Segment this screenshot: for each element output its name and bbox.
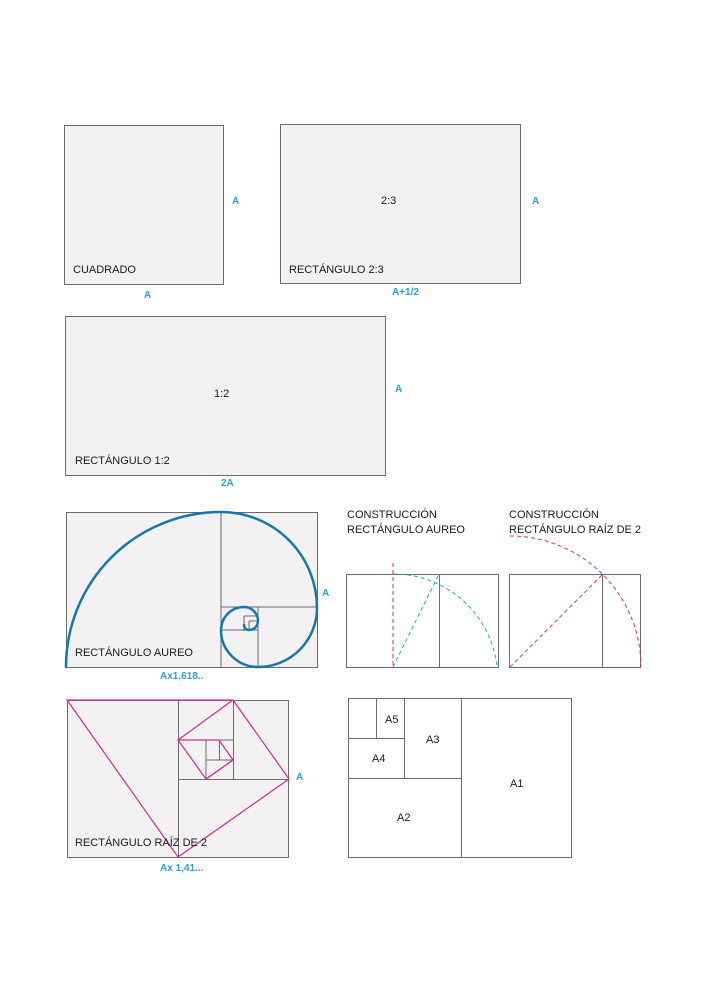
cuadrado-bottom-label: A — [144, 290, 152, 301]
construccion-aureo-diagonal — [393, 574, 439, 667]
a-series-a1: A1 — [510, 778, 524, 790]
a-series-a5: A5 — [385, 714, 399, 726]
rect23-title: RECTÁNGULO 2:3 — [289, 264, 384, 276]
construccion-raiz-line2: RECTÁNGULO RAÍZ DE 2 — [509, 524, 642, 536]
rect12-ratio: 1:2 — [214, 388, 230, 400]
rect23-side-label: A — [532, 196, 540, 207]
cuadrado-title: CUADRADO — [73, 264, 136, 276]
construccion-aureo-arc — [393, 574, 497, 667]
aureo-bottom-label: Ax1,618.. — [160, 671, 204, 682]
rect23-ratio: 2:3 — [381, 195, 397, 207]
construccion-raiz-heading — [509, 508, 641, 538]
a-series-a4: A4 — [372, 753, 386, 765]
raiz2-title: RECTÁNGULO RAÍZ DE 2 — [75, 837, 208, 849]
raiz2-diagonal — [178, 700, 233, 740]
golden-spiral — [66, 512, 317, 667]
construccion-aureo-rect — [347, 575, 499, 668]
rect12-bottom-label: 2A — [221, 478, 234, 489]
raiz2-side-label: A — [296, 772, 304, 783]
raiz2-diagonal — [206, 760, 233, 779]
construccion-aureo-heading — [347, 508, 465, 538]
rect12-side-label: A — [395, 384, 403, 395]
construccion-aureo-line2: RECTÁNGULO AUREO — [347, 524, 465, 536]
a-series-a3: A3 — [426, 734, 440, 746]
construccion-raiz-rect — [510, 575, 641, 668]
rect12-title: RECTÁNGULO 1:2 — [75, 455, 170, 467]
a-series-a2: A2 — [397, 812, 411, 824]
rect23-bottom-label: A+1/2 — [392, 287, 419, 298]
raiz2-bottom-label: Ax 1,41... — [160, 863, 204, 874]
aureo-side-label: A — [322, 588, 330, 599]
construccion-raiz-diagonal — [510, 575, 602, 667]
aureo-title: RECTÁNGULO AUREO — [75, 647, 193, 659]
construccion-aureo-line1: CONSTRUCCIÓN — [347, 509, 437, 521]
cuadrado-side-label: A — [232, 196, 240, 207]
construccion-raiz-line1: CONSTRUCCIÓN — [509, 509, 599, 521]
